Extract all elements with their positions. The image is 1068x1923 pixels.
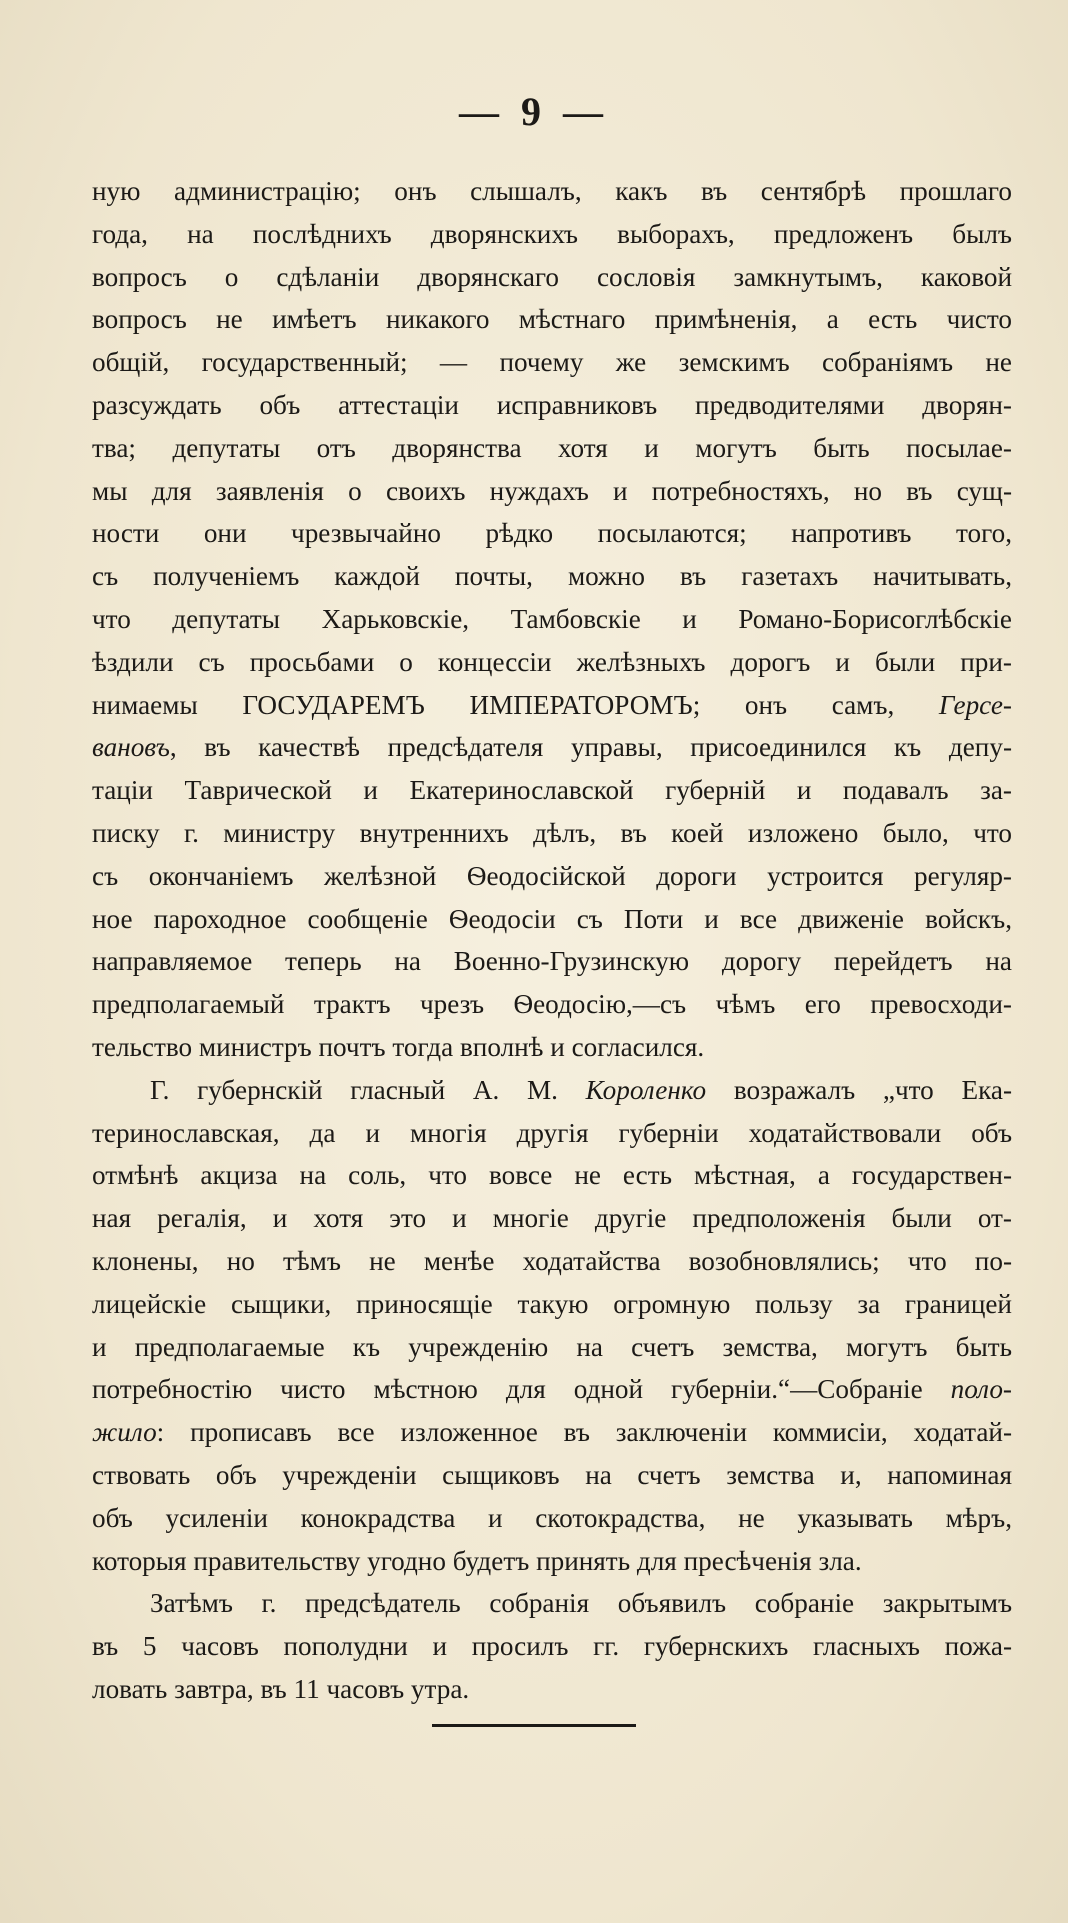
italic-name: вановъ bbox=[92, 732, 170, 763]
text-line: года, на послѣднихъ дворянскихъ выборахъ, предложенъ былъ bbox=[92, 218, 1012, 249]
text-line: ности они чрезвычайно рѣдко посылаются; напротивъ того, bbox=[92, 518, 1012, 549]
text-line: ствовать объ учрежденіи сыщиковъ на счетъ земства и, напоминая bbox=[92, 1459, 1012, 1490]
text-line-paragraph-end: ловать завтра, въ 11 часовъ утра. bbox=[92, 1673, 470, 1704]
text-line: теринославская, да и многія другія губерніи ходатайствовали объ bbox=[92, 1117, 1012, 1148]
text-line: объ усиленіи конокрадства и скотокрадства, не указывать мѣръ, bbox=[92, 1502, 1012, 1533]
text-line: таціи Таврической и Екатеринославской губерній и подавалъ за- bbox=[92, 775, 1012, 806]
italic-name: Герсе- bbox=[938, 689, 1012, 720]
text-line: предполагаемый трактъ чрезъ Ѳеодосію,—съ чѣмъ его превосходи- bbox=[92, 989, 1012, 1020]
text-line: мы для заявленія о своихъ нуждахъ и потребностяхъ, но въ сущ- bbox=[92, 475, 1012, 506]
page-number: — 9 — bbox=[459, 89, 609, 134]
text-line: общій, государственный; — почему же земскимъ собраніямъ не bbox=[92, 347, 1012, 378]
italic-word: жило bbox=[92, 1417, 157, 1448]
text-line-paragraph-start: Затѣмъ г. предсѣдатель собранія объявилъ собраніе закрытымъ bbox=[150, 1588, 1012, 1619]
text-line: нимаемы ГОСУДАРЕМЪ ИМПЕРАТОРОМЪ; онъ самъ, Герсе- bbox=[92, 689, 1012, 720]
body-text bbox=[92, 170, 1012, 1711]
text-line: вопросъ не имѣетъ никакого мѣстнаго примѣненія, а есть чисто bbox=[92, 304, 1012, 335]
text-line: отмѣнѣ акциза на соль, что вовсе не есть мѣстная, а государствен- bbox=[92, 1160, 1012, 1191]
text-line: что депутаты Харьковскіе, Тамбовскіе и Романо-Борисоглѣбскіе bbox=[92, 603, 1012, 634]
text-line: клонены, но тѣмъ не менѣе ходатайства возобновлялись; что по- bbox=[92, 1245, 1012, 1276]
text-line: ное пароходное сообщеніе Ѳеодосіи съ Поти и все движеніе войскъ, bbox=[92, 903, 1012, 934]
text-line: ную администрацію; онъ слышалъ, какъ въ сентябрѣ прошлаго bbox=[92, 176, 1012, 206]
italic-name: Короленко bbox=[585, 1074, 707, 1105]
text-line: жило: прописавъ все изложенное въ заключеніи коммисіи, ходатай- bbox=[92, 1417, 1012, 1448]
text-line: вановъ, въ качествѣ предсѣдателя управы, присоединился къ депу- bbox=[92, 732, 1012, 763]
text-line: разсуждать объ аттестаціи исправниковъ предводителями дворян- bbox=[92, 389, 1012, 420]
text-line: съ полученіемъ каждой почты, можно въ газетахъ начитывать, bbox=[92, 561, 1012, 592]
text-line: ная регалія, и хотя это и многіе другіе предположенія были от- bbox=[92, 1203, 1012, 1234]
text-line: тва; депутаты отъ дворянства хотя и могутъ быть посылае- bbox=[92, 432, 1012, 463]
text-line: потребностію чисто мѣстною для одной губерніи.“—Собраніе поло- bbox=[92, 1374, 1012, 1405]
text-line-paragraph-start: Г. губернскій гласный А. М. Короленко возражалъ „что Ека- bbox=[150, 1074, 1012, 1105]
italic-word: поло- bbox=[950, 1374, 1012, 1405]
text-line: вопросъ о сдѣланіи дворянскаго сословія замкнутымъ, каковой bbox=[92, 261, 1012, 292]
text-line: съ окончаніемъ желѣзной Ѳеодосійской дороги устроится регуляр- bbox=[92, 860, 1012, 891]
text-line: въ 5 часовъ пополудни и просилъ гг. губернскихъ гласныхъ пожа- bbox=[92, 1631, 1012, 1662]
text-line-paragraph-end: тельство министръ почтъ тогда вполнѣ и согласился. bbox=[92, 1031, 705, 1062]
closing-rule bbox=[432, 1724, 636, 1727]
text-line: направляемое теперь на Военно-Грузинскую дорогу перейдетъ на bbox=[92, 946, 1012, 977]
text-line-paragraph-end: которыя правительству угодно будетъ принять для пресѣченія зла. bbox=[92, 1545, 862, 1576]
text-line: и предполагаемые къ учрежденію на счетъ земства, могутъ быть bbox=[92, 1331, 1012, 1362]
text-line: писку г. министру внутреннихъ дѣлъ, въ коей изложено было, что bbox=[92, 817, 1012, 848]
text-line: ѣздили съ просьбами о концессіи желѣзныхъ дорогъ и были при- bbox=[92, 646, 1012, 677]
text-line: лицейскіе сыщики, приносящіе такую огромную пользу за границей bbox=[92, 1288, 1012, 1319]
